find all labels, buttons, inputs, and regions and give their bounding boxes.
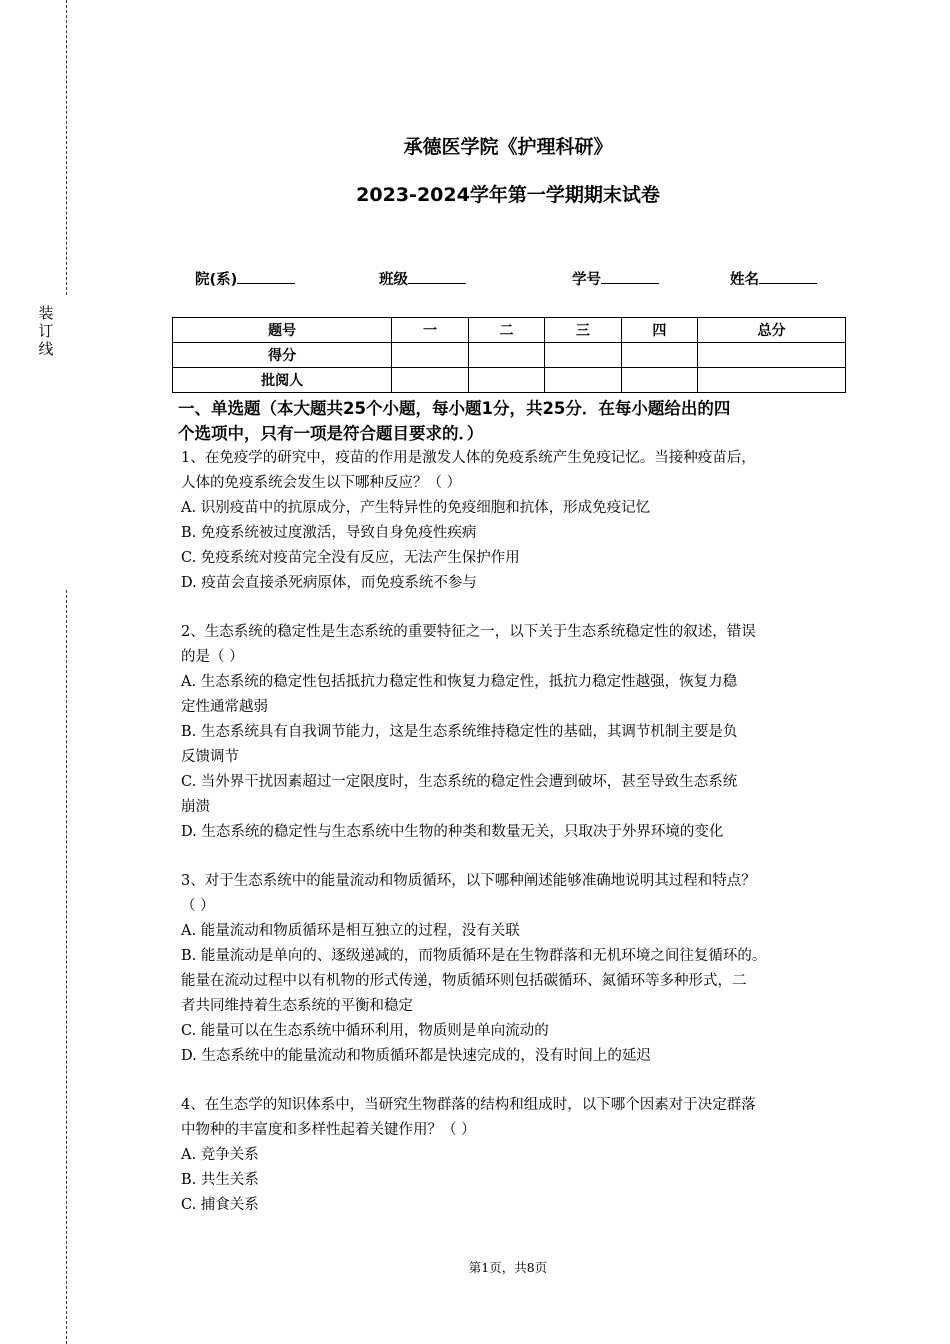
question-1-option-c: C. 免疫系统对疫苗完全没有反应，无法产生保护作用	[181, 550, 520, 566]
table-cell[interactable]	[468, 343, 544, 368]
table-cell: 批阅人	[173, 368, 392, 393]
table-cell[interactable]	[392, 343, 468, 368]
score-row	[173, 343, 846, 368]
question-1-option-a: A. 识别疫苗中的抗原成分，产生特异性的免疫细胞和抗体，形成免疫记忆	[181, 500, 651, 516]
question-3-option-b: 者共同维持着生态系统的平衡和稳定	[181, 998, 413, 1014]
question-2-stem: 2、生态系统的稳定性是生态系统的重要特征之一，以下关于生态系统稳定性的叙述，错误	[181, 624, 756, 640]
question-3-option-d: D. 生态系统中的能量流动和物质循环都是快速完成的，没有时间上的延迟	[181, 1048, 651, 1064]
table-cell[interactable]	[392, 368, 468, 393]
exam-subtitle: 2023-2024学年第一学期期末试卷	[356, 184, 660, 206]
fill-blank[interactable]	[408, 269, 466, 284]
question-3-option-c: C. 能量可以在生态系统中循环利用，物质则是单向流动的	[181, 1023, 549, 1039]
question-4-option-b: B. 共生关系	[181, 1172, 259, 1188]
section-heading	[178, 396, 838, 446]
question-3-option-a: A. 能量流动和物质循环是相互独立的过程，没有关联	[181, 923, 520, 939]
question-1-stem: 人体的免疫系统会发生以下哪种反应？（ ）	[181, 475, 462, 491]
question-4-option-a: A. 竞争关系	[181, 1147, 259, 1163]
question-3-stem: 3、对于生态系统中的能量流动和物质循环，以下哪种阐述能够准确地说明其过程和特点？	[181, 873, 756, 889]
fill-blank[interactable]	[601, 269, 659, 284]
table-cell[interactable]	[698, 343, 846, 368]
table-cell[interactable]	[621, 368, 697, 393]
score-table-header	[173, 318, 846, 343]
reviewer-row	[173, 368, 846, 393]
table-cell[interactable]	[698, 368, 846, 393]
exam-title: 承德医学院《护理科研》	[403, 136, 613, 158]
table-cell: 总分	[698, 318, 846, 343]
info-student-id: 学号	[572, 268, 659, 289]
question-4-stem: 中物种的丰富度和多样性起着关键作用？（ ）	[181, 1122, 476, 1138]
question-2-stem: 的是（ ）	[181, 649, 244, 665]
binding-char: 线	[38, 340, 54, 358]
question-3-option-b: 能量在流动过程中以有机物的形式传递，物质循环则包括碳循环、氮循环等多种形式，二	[181, 973, 747, 989]
section-heading-line: 个选项中，只有一项是符合题目要求的．）	[178, 424, 484, 443]
fill-blank[interactable]	[237, 269, 295, 284]
question-1-stem: 1、在免疫学的研究中，疫苗的作用是激发人体的免疫系统产生免疫记忆。当接种疫苗后，	[181, 450, 756, 466]
table-cell: 得分	[173, 343, 392, 368]
section-heading-line: 一、单选题（本大题共25个小题，每小题1分，共25分．在每小题给出的四	[178, 399, 731, 418]
question-2-option-c: 崩溃	[181, 799, 210, 815]
info-class: 班级	[379, 268, 466, 289]
table-cell[interactable]	[545, 343, 621, 368]
question-2-option-b: 反馈调节	[181, 749, 239, 765]
question-1-option-d: D. 疫苗会直接杀死病原体，而免疫系统不参与	[181, 575, 477, 591]
binding-char: 装	[38, 304, 54, 322]
table-cell[interactable]	[468, 368, 544, 393]
binding-char: 订	[38, 322, 54, 340]
question-2-option-b: B. 生态系统具有自我调节能力，这是生态系统维持稳定性的基础，其调节机制主要是负	[181, 724, 738, 740]
info-department: 院(系)	[195, 268, 295, 289]
question-4-stem: 4、在生态学的知识体系中，当研究生物群落的结构和组成时，以下哪个因素对于决定群落	[181, 1097, 756, 1113]
question-2-option-d: D. 生态系统的稳定性与生态系统中生物的种类和数量无关，只取决于外界环境的变化	[181, 824, 724, 840]
page-footer: 第1页，共8页	[468, 1260, 548, 1275]
table-cell[interactable]	[621, 343, 697, 368]
question-3-option-b: B. 能量流动是单向的、逐级递减的，而物质循环是在生物群落和无机环境之间往复循环的。	[181, 948, 767, 964]
question-3-stem: （ ）	[181, 898, 215, 914]
question-2-option-c: C. 当外界干扰因素超过一定限度时，生态系统的稳定性会遭到破坏，甚至导致生态系统	[181, 774, 738, 790]
question-4-option-c: C. 捕食关系	[181, 1197, 259, 1213]
binding-label	[38, 304, 54, 358]
binding-line-bottom	[66, 590, 67, 1344]
table-cell: 一	[392, 318, 468, 343]
table-cell: 三	[545, 318, 621, 343]
table-cell[interactable]	[545, 368, 621, 393]
score-table	[172, 317, 846, 393]
info-name: 姓名	[730, 268, 817, 289]
question-2-option-a: A. 生态系统的稳定性包括抵抗力稳定性和恢复力稳定性，抵抗力稳定性越强，恢复力稳	[181, 674, 738, 690]
question-1-option-b: B. 免疫系统被过度激活，导致自身免疫性疾病	[181, 525, 477, 541]
table-cell: 四	[621, 318, 697, 343]
fill-blank[interactable]	[759, 269, 817, 284]
table-cell: 题号	[173, 318, 392, 343]
table-cell: 二	[468, 318, 544, 343]
question-2-option-a: 定性通常越弱	[181, 699, 268, 715]
